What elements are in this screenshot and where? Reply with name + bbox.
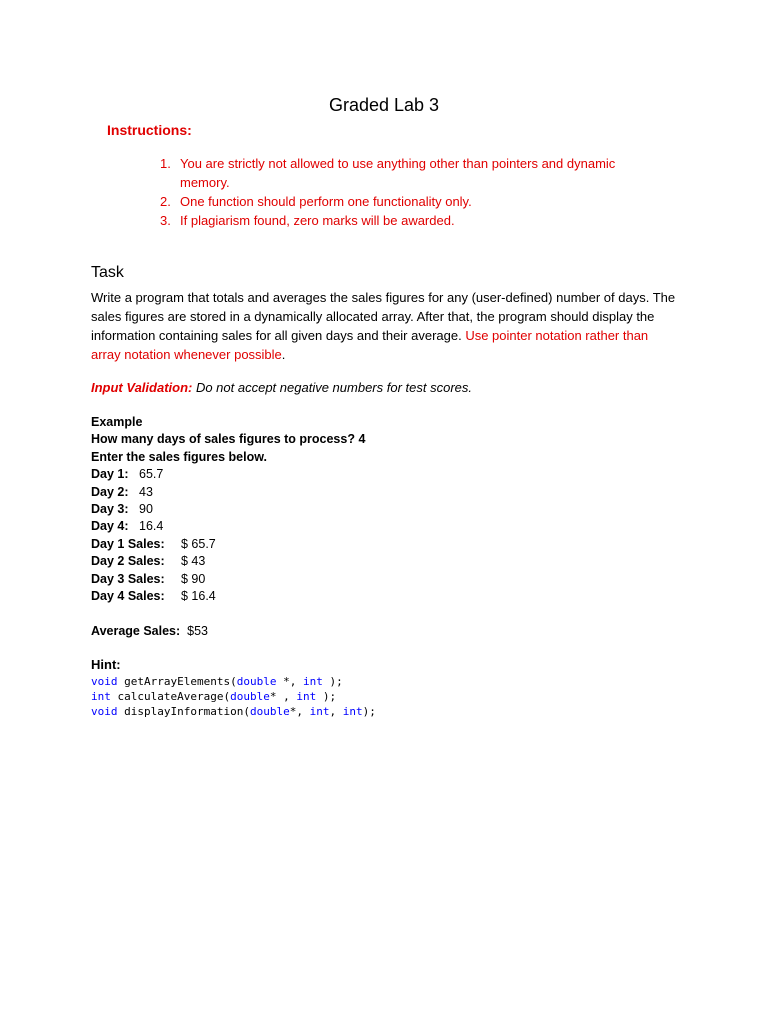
average-row	[91, 623, 591, 640]
sales-value: $ 90	[181, 571, 206, 586]
example-heading: Example	[91, 415, 143, 429]
spacer	[91, 605, 591, 622]
hint-heading: Hint:	[91, 657, 121, 672]
code-text: calculateAverage(	[110, 690, 231, 703]
code-keyword: double	[236, 675, 277, 688]
code-line	[91, 689, 376, 704]
input-value: 43	[139, 484, 153, 499]
code-block	[91, 674, 376, 719]
page-title: Graded Lab 3	[328, 95, 440, 115]
validation-label: Input Validation:	[91, 380, 193, 395]
instruction-number: 1.	[160, 156, 171, 171]
example-section	[91, 414, 591, 640]
instruction-number: 3.	[160, 213, 171, 228]
instruction-text: If plagiarism found, zero marks will be awarded.	[180, 213, 455, 228]
instruction-item	[160, 192, 660, 211]
code-keyword: int	[296, 690, 317, 703]
task-heading: Task	[91, 264, 124, 281]
input-value: 65.7	[139, 467, 164, 482]
example-sales-row	[91, 536, 591, 553]
input-label: Day 3:	[91, 501, 129, 516]
sales-label: Day 2 Sales:	[91, 554, 165, 569]
task-end: .	[281, 347, 286, 362]
code-line	[91, 704, 376, 719]
task-text: Write a program that totals and averages the sales figures for any (user-defined) number of days. The sales figures are stored in a dynamically allocated array. After that, the program should display the information containing sales for all given days and their average.	[91, 290, 676, 343]
example-sales-row	[91, 553, 591, 570]
sales-value: $ 65.7	[181, 536, 216, 551]
input-validation	[91, 380, 472, 395]
input-label: Day 4:	[91, 519, 129, 534]
example-input-row	[91, 501, 591, 518]
validation-text: Do not accept negative numbers for test scores.	[192, 380, 472, 395]
code-text: );	[362, 705, 376, 718]
example-enter: Enter the sales figures below.	[91, 449, 267, 464]
input-label: Day 2:	[91, 484, 129, 499]
code-text: *,	[276, 675, 303, 688]
code-text: getArrayElements(	[117, 675, 237, 688]
average-label: Average Sales:	[91, 623, 181, 638]
code-keyword: int	[309, 705, 330, 718]
input-value: 16.4	[139, 519, 164, 534]
example-input-row	[91, 484, 591, 501]
task-highlight: Use pointer notation rather than array notation whenever possible	[91, 328, 649, 362]
example-sales-row	[91, 588, 591, 605]
code-keyword: double	[230, 690, 270, 703]
code-text: ,	[329, 705, 343, 718]
code-text: );	[322, 675, 343, 688]
sales-label: Day 4 Sales:	[91, 588, 165, 603]
instructions-heading: Instructions:	[107, 122, 192, 138]
sales-value: $ 43	[181, 554, 206, 569]
instruction-number: 2.	[160, 194, 171, 209]
average-value: $53	[187, 623, 208, 638]
instructions-list	[160, 154, 660, 230]
code-text: );	[316, 690, 337, 703]
input-value: 90	[139, 501, 153, 516]
code-text: displayInformation(	[117, 705, 250, 718]
example-prompt: How many days of sales figures to process? 4	[91, 432, 366, 447]
sales-value: $ 16.4	[181, 588, 216, 603]
example-input-row	[91, 518, 591, 535]
instruction-text: You are strictly not allowed to use anything other than pointers and dynamic memory.	[180, 156, 616, 190]
task-description	[91, 288, 681, 364]
sales-label: Day 1 Sales:	[91, 536, 165, 551]
input-label: Day 1:	[91, 467, 129, 482]
code-keyword: int	[91, 690, 111, 703]
code-keyword: void	[91, 675, 118, 688]
code-text: *,	[289, 705, 310, 718]
code-keyword: double	[249, 705, 290, 718]
example-sales-row	[91, 571, 591, 588]
code-text: * ,	[269, 690, 297, 703]
instruction-item	[160, 154, 660, 192]
example-input-row	[91, 466, 591, 483]
code-keyword: int	[342, 705, 363, 718]
code-keyword: void	[91, 705, 118, 718]
instruction-text: One function should perform one functionality only.	[180, 194, 472, 209]
code-line	[91, 674, 376, 689]
instruction-item	[160, 211, 660, 230]
sales-label: Day 3 Sales:	[91, 571, 165, 586]
code-keyword: int	[302, 675, 323, 688]
